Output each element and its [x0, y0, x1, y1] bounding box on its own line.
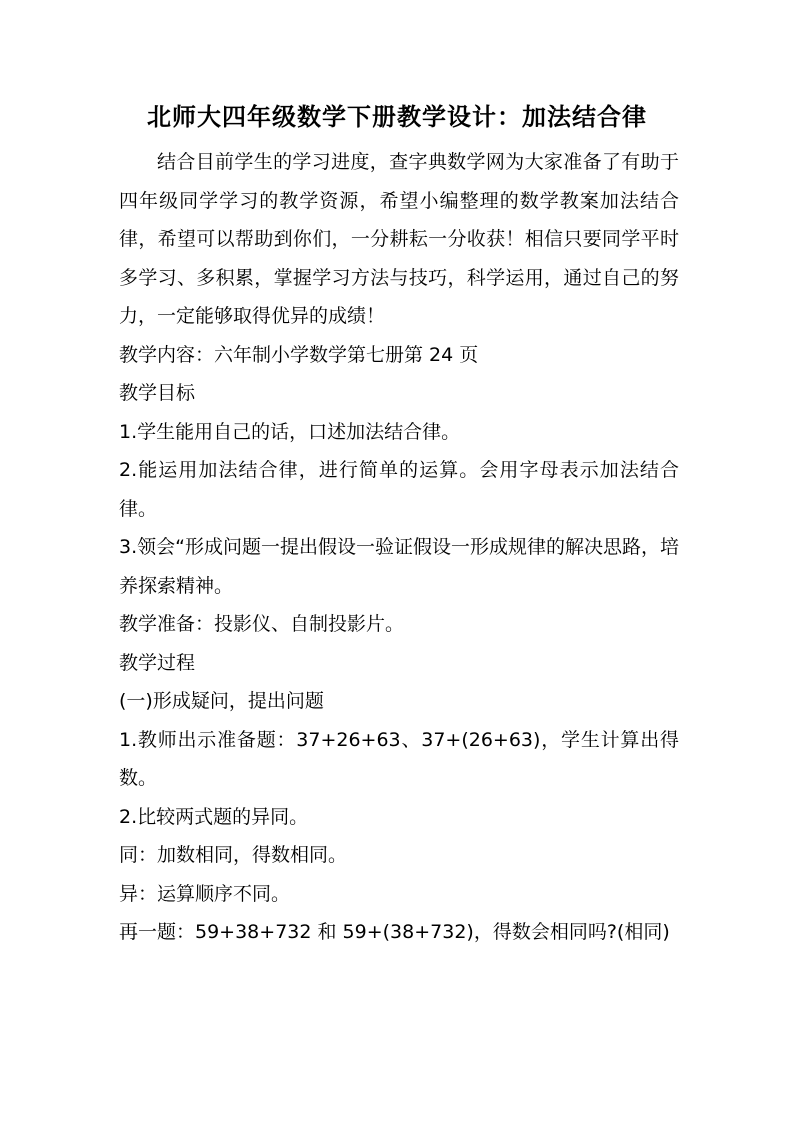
section-heading-1: (一)形成疑问，提出问题: [119, 690, 324, 712]
process-step-1: 1.教师出示准备题：37+26+63、37+(26+63)，学生计算出得数。: [119, 728, 679, 789]
teaching-preparation: 教学准备：投影仪、自制投影片。: [119, 613, 405, 635]
goal-item-1: 1.学生能用自己的话，口述加法结合律。: [119, 420, 461, 443]
document-body: [119, 143, 679, 952]
goal-item-3: 3.领会“形成问题一提出假设一验证假设一形成规律的解决思路，培养探索精神。: [119, 536, 679, 597]
teaching-process-heading: 教学过程: [119, 651, 196, 674]
difference-line: 异：运算顺序不同。: [119, 882, 291, 905]
another-example-line: 再一题：59+38+732 和 59+(38+732)，得数会相同吗?(相同): [119, 921, 670, 943]
document-title: 北师大四年级数学下册教学设计：加法结合律: [147, 102, 647, 131]
teaching-goals-heading: 教学目标: [119, 382, 196, 404]
similarity-line: 同：加数相同，得数相同。: [119, 844, 348, 866]
teaching-content: 教学内容：六年制小学数学第七册第 24 页: [119, 343, 479, 366]
process-step-2: 2.比较两式题的异同。: [119, 805, 309, 828]
intro-paragraph: 结合目前学生的学习进度，查字典数学网为大家准备了有助于四年级同学学习的教学资源，希望小编整理的数学教案加法结合律，希望可以帮助到你们，一分耕耘一分收获！相信只要同学平时多学习、多积累，掌握学习方法与技巧，科学运用，通过自己的努力，一定能够取得优异的成绩！: [119, 151, 679, 327]
goal-item-2: 2.能运用加法结合律，进行简单的运算。会用字母表示加法结合律。: [119, 459, 679, 520]
